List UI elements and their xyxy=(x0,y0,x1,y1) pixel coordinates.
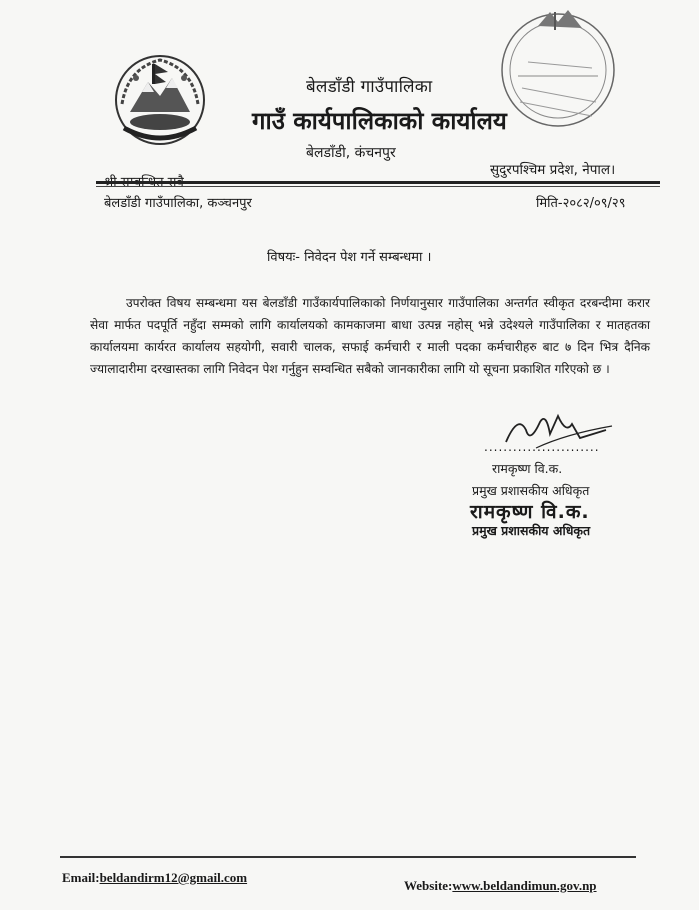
header-divider xyxy=(96,181,660,184)
office-title: गाउँ कार्यपालिकाको कार्यालय xyxy=(252,107,507,135)
website-label: Website: xyxy=(404,878,453,893)
province-name: सुदुरपश्चिम प्रदेश, नेपाल। xyxy=(490,162,616,178)
footer-email xyxy=(62,870,247,886)
email-label: Email: xyxy=(62,870,100,885)
office-location: बेलडाँडी, कंचनपुर xyxy=(306,145,396,161)
name-stamp: रामकृष्ण वि.क. xyxy=(470,501,590,523)
letter-body-text: उपरोक्त विषय सम्बन्धमा यस बेलडाँडी गाउँकार्यपालिकाको निर्णयानुसार गाउँपालिका अन्तर्गत स्वीकृत दरबन्दीमा करार सेवा मार्फत पदपूर्ति नहुँदा सम्मको लागि कार्यालयको कामकाजमा बाधा उत्पन्न नहोस् भन्ने उदेश्यले गाउँपालिका र मातहतका कार्यालयमा कार्यरत कार्यालय सहयोगी, सवारी चालक, सफाई कर्मचारी र माली पदका कर्मचारीहरु बाट ७ दिन भित्र दैनिक ज्यालादारीमा दरखास्तका लागि निवेदन पेश गर्नुहुन सम्वन्धित सबैको जानकारीका लागि यो सूचना प्रकाशित गरिएको छ । xyxy=(90,296,650,376)
nepal-emblem-icon xyxy=(108,48,212,148)
addressee-line2: बेलडाँडी गाउँपालिका, कञ्चनपुर xyxy=(104,196,252,211)
signature-line: ........................ xyxy=(484,440,600,454)
letter-subject: विषयः- निवेदन पेश गर्ने सम्बन्धमा । xyxy=(267,250,432,265)
signatory-title: प्रमुख प्रशासकीय अधिकृत xyxy=(472,483,590,498)
municipality-name: बेलडाँडी गाउँपालिका xyxy=(306,77,433,97)
website-link[interactable]: www.beldandimun.gov.np xyxy=(452,878,597,893)
letter-date: मिति-२०८२/०९/२९ xyxy=(536,196,626,211)
footer-website xyxy=(404,878,597,894)
letter-body xyxy=(90,292,650,380)
title-stamp: प्रमुख प्रशासकीय अधिकृत xyxy=(472,523,591,538)
email-link[interactable]: beldandirm12@gmail.com xyxy=(99,870,248,885)
header-divider-thin xyxy=(96,186,660,187)
signatory-name: रामकृष्ण वि.क. xyxy=(492,461,563,476)
footer-divider xyxy=(60,856,636,858)
office-stamp-icon xyxy=(498,6,618,132)
